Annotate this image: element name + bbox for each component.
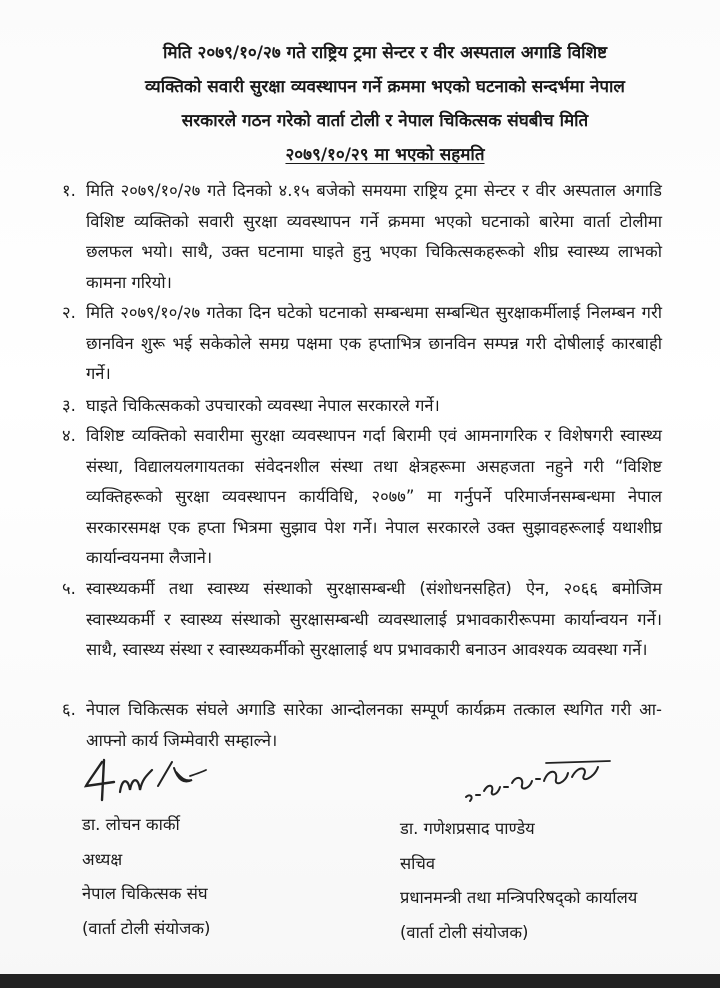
heading-line-2: व्यक्तिको सवारी सुरक्षा व्यवस्थापन गर्ने क्रममा भएको घटनाको सन्दर्भमा नेपाल xyxy=(145,77,625,97)
left-signatory-organization: नेपाल चिकित्सक संघ xyxy=(82,884,208,903)
agreement-item-6 xyxy=(62,695,662,756)
left-signatory-block xyxy=(82,808,210,946)
item-number: ५. xyxy=(62,579,76,598)
item-number: १. xyxy=(62,181,76,200)
item-number: ६. xyxy=(62,700,76,719)
item-text: नेपाल चिकित्सक संघले अगाडि सारेका आन्दोलनका सम्पूर्ण कार्यक्रम तत्काल स्थगित गरी आ-आफ्नो कार्य जिम्मेवारी सम्हाल्ने। xyxy=(86,700,662,750)
heading-line-3: सरकारले गठन गरेको वार्ता टोली र नेपाल चिकित्सक संघबीच मिति xyxy=(181,111,589,131)
left-signatory-name: डा. लोचन कार्की xyxy=(82,815,180,834)
agreement-item-5 xyxy=(62,574,662,666)
item-text: स्वास्थ्यकर्मी तथा स्वास्थ्य संस्थाको सुरक्षासम्बन्धी (संशोधनसहित) ऐन, २०६६ बमोजिम स्वास्थ्यकर्मी र स्वास्थ्य संस्थाको सुरक्षासम्बन्धी व्यवस्थालाई प्रभावकारीरूपमा कार्यान्वयन गर्ने। साथै, स्वास्थ्य संस्था र स्वास्थ्यकर्मीको सुरक्षालाई थप प्रभावकारी बनाउन आवश्यक व्यवस्था गर्ने। xyxy=(86,579,662,659)
right-signatory-organization: प्रधानमन्त्री तथा मन्त्रिपरिषद्को कार्यालय xyxy=(400,888,638,907)
item-text: विशिष्ट व्यक्तिको सवारीमा सुरक्षा व्यवस्थापन गर्दा बिरामी एवं आमनागरिक र विशेषगरी स्वास्थ्य संस्था, विद्यालयलगायतका संवेदनशील संस्था तथा क्षेत्रहरूमा असहजता नहुने गरी “विशिष्ट व्यक्तिहरूको सुरक्षा व्यवस्थापन कार्यविधि, २०७७” मा गर्नुपर्ने परिमार्जनसम्बन्धमा नेपाल सरकारसमक्ष एक हप्ता भित्रमा सुझाव पेश गर्ने। नेपाल सरकारले उक्त सुझावहरूलाई यथाशीघ्र कार्यान्वयनमा लैजाने। xyxy=(86,426,662,567)
agreement-item-4 xyxy=(62,421,662,574)
right-signatory-team: (वार्ता टोली संयोजक) xyxy=(400,922,529,942)
right-signatory-block xyxy=(400,812,637,950)
left-signatory-role: अध्यक्ष xyxy=(82,849,123,869)
item-text: घाइते चिकित्सकको उपचारको व्यवस्था नेपाल सरकारले गर्ने। xyxy=(86,396,440,415)
agreement-item-2 xyxy=(62,298,662,390)
left-signature-image xyxy=(80,756,210,804)
right-signature-image xyxy=(460,757,620,807)
right-signatory-name: डा. गणेशप्रसाद पाण्डेय xyxy=(400,819,535,838)
item-text: मिति २०७९/१०/२७ गतेका दिन घटेको घटनाको सम्बन्धमा सम्बन्धित सुरक्षाकर्मीलाई निलम्बन गरी छानविन शुरू भई सकेकोले समग्र पक्षमा एक हप्ताभित्र छानविन सम्पन्न गरी दोषीलाई कारबाही गर्ने। xyxy=(86,303,662,383)
heading-line-1: मिति २०७९/१०/२७ गते राष्ट्रिय ट्रमा सेन्टर र वीर अस्पताल अगाडि विशिष्ट xyxy=(162,43,608,63)
heading-line-4-agreement-date: २०७९/१०/२९ मा भएको सहमति xyxy=(285,145,485,165)
item-number: २. xyxy=(62,303,76,322)
agreement-item-3 xyxy=(62,391,662,422)
agreement-item-1 xyxy=(62,176,662,298)
item-text: मिति २०७९/१०/२७ गते दिनको ४.१५ बजेको समयमा राष्ट्रिय ट्रमा सेन्टर र वीर अस्पताल अगाडि विशिष्ट व्यक्तिको सवारी सुरक्षा व्यवस्थापन गर्ने क्रममा भएको घटनाको बारेमा वार्ता टोलीमा छलफल भयो। साथै, उक्त घटनामा घाइते हुनु भएका चिकित्सकहरूको शीघ्र स्वास्थ्य लाभको कामना गरियो। xyxy=(86,181,662,292)
item-number: ४. xyxy=(62,426,76,445)
bottom-edge-bar xyxy=(0,974,720,988)
left-signatory-team: (वार्ता टोली संयोजक) xyxy=(82,918,211,938)
document-heading xyxy=(80,36,690,172)
right-signatory-role: सचिव xyxy=(400,853,436,873)
item-number: ३. xyxy=(62,396,76,415)
